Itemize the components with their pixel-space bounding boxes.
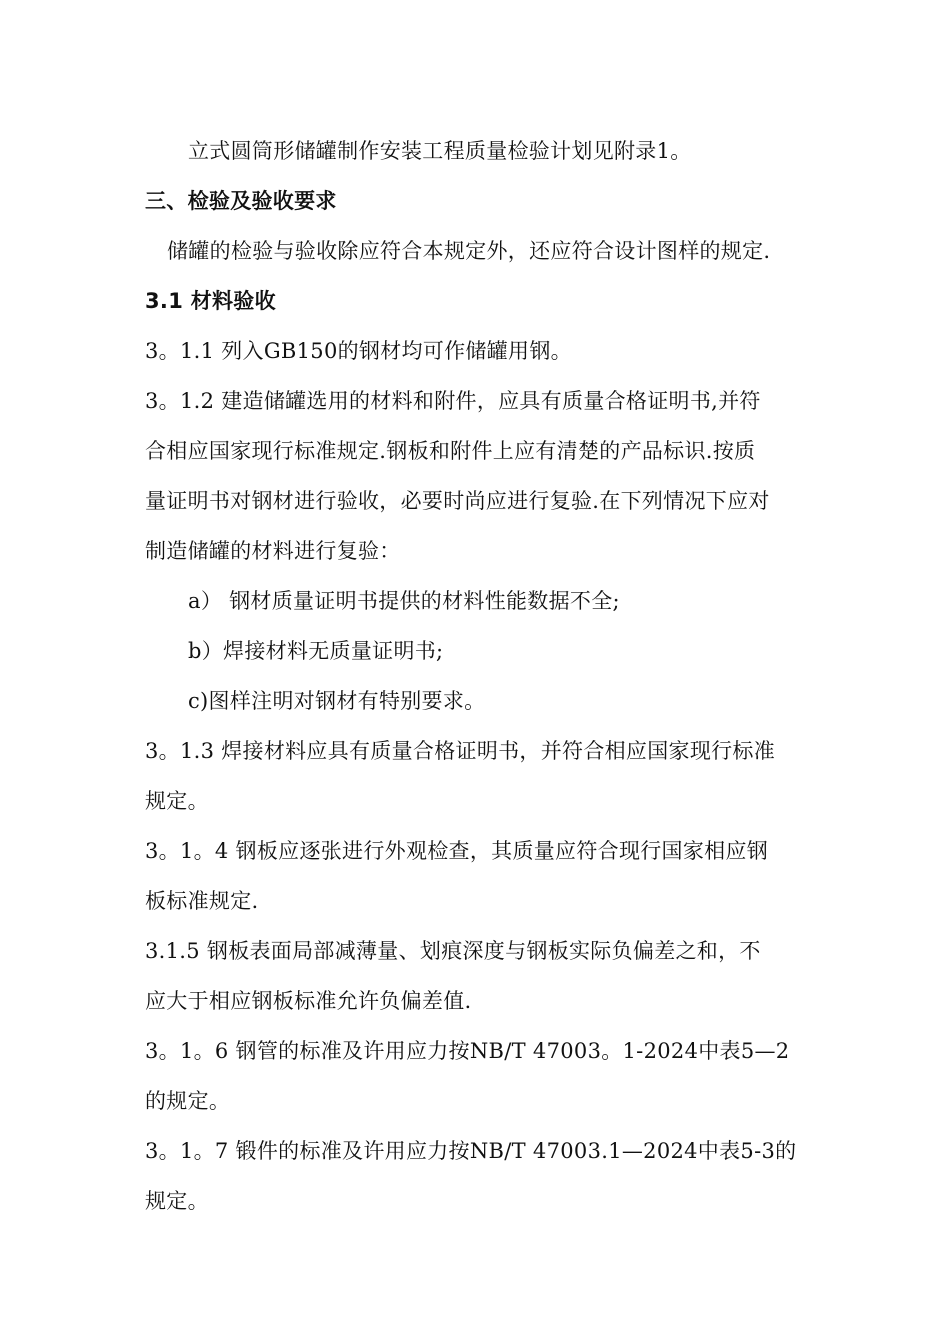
clause-3-1-2-line-3: 量证明书对钢材进行验收，必要时尚应进行复验.在下列情况下应对: [145, 489, 770, 513]
clause-3-1-4-line-2: 板标准规定.: [145, 889, 259, 913]
clause-3-1-6-line-1: 3。1。6 钢管的标准及许用应力按NB/T 47003。1-2024中表5—2: [145, 1039, 790, 1063]
list-item-c: c)图样注明对钢材有特别要求。: [188, 689, 486, 713]
clause-3-1-5-line-1: 3.1.5 钢板表面局部减薄量、划痕深度与钢板实际负偏差之和，不: [145, 939, 761, 963]
clause-3-1-2-line-2: 合相应国家现行标准规定.钢板和附件上应有清楚的产品标识.按质: [145, 439, 756, 463]
clause-3-1-2-line-4: 制造储罐的材料进行复验：: [145, 539, 401, 563]
section-heading-3: 三、检验及验收要求: [145, 189, 337, 213]
clause-3-1-3-line-2: 规定。: [145, 789, 209, 813]
list-item-b: b）焊接材料无质量证明书;: [188, 639, 444, 663]
clause-3-1-2-line-1: 3。1.2 建造储罐选用的材料和附件，应具有质量合格证明书,并符: [145, 389, 761, 413]
clause-3-1-5-line-2: 应大于相应钢板标准允许负偏差值.: [145, 989, 472, 1013]
clause-3-1-7-line-2: 规定。: [145, 1189, 209, 1213]
clause-3-1-7-line-1: 3。1。7 锻件的标准及许用应力按NB/T 47003.1—2024中表5-3的: [145, 1139, 797, 1163]
paragraph-inspection-plan: 立式圆筒形储罐制作安装工程质量检验计划见附录1。: [188, 139, 692, 163]
clause-3-1-3-line-1: 3。1.3 焊接材料应具有质量合格证明书，并符合相应国家现行标准: [145, 739, 776, 763]
subsection-heading-3-1: 3.1 材料验收: [145, 289, 276, 313]
clause-3-1-1: 3。1.1 列入GB150的钢材均可作储罐用钢。: [145, 339, 572, 363]
paragraph-section-intro: 储罐的检验与验收除应符合本规定外，还应符合设计图样的规定.: [167, 239, 771, 263]
list-item-a: a） 钢材质量证明书提供的材料性能数据不全;: [188, 589, 620, 613]
clause-3-1-4-line-1: 3。1。4 钢板应逐张进行外观检查，其质量应符合现行国家相应钢: [145, 839, 769, 863]
clause-3-1-6-line-2: 的规定。: [145, 1089, 231, 1113]
